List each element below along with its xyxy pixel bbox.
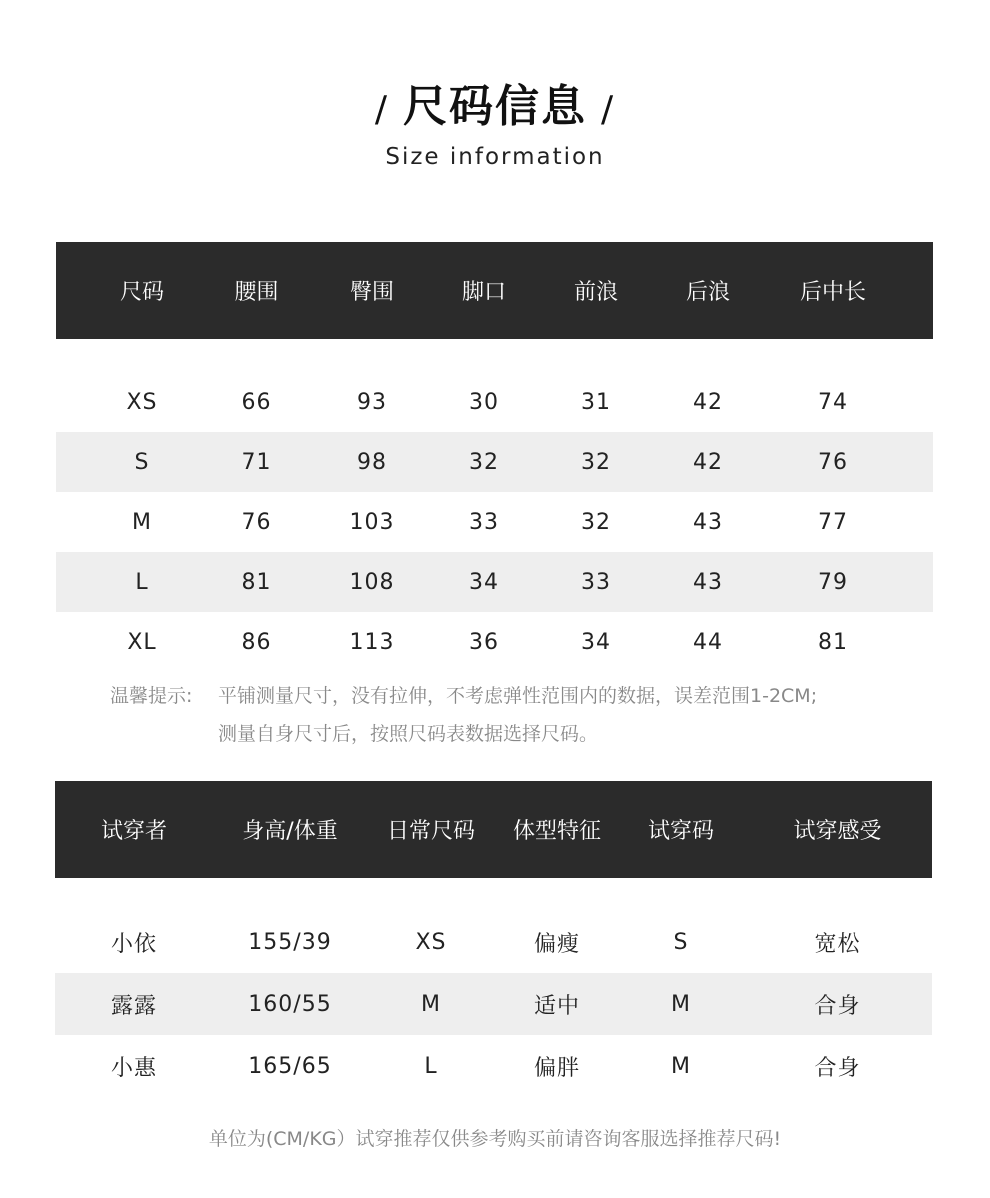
fit-feeling-col-header: 试穿感受 xyxy=(743,781,932,878)
table-cell: 32 xyxy=(459,432,509,492)
table-cell: 33 xyxy=(509,552,683,612)
table-cell: 113 xyxy=(349,629,395,655)
table-cell: 32 xyxy=(509,432,683,492)
table-row xyxy=(56,492,933,552)
try-on-table xyxy=(55,781,932,1097)
table-cell: 合身 xyxy=(743,973,932,1035)
table-cell: 32 xyxy=(581,509,611,535)
table-cell: L xyxy=(56,552,228,612)
daily-size-col-header: 日常尺码 xyxy=(367,781,495,878)
table-row xyxy=(56,552,933,612)
back-rise-col-header: 后浪 xyxy=(683,242,733,339)
table-cell: 小惠 xyxy=(110,1055,157,1081)
table-cell: 160/55 xyxy=(213,973,367,1035)
hip-col-header: 臀围 xyxy=(285,242,459,339)
title-slash-right: / xyxy=(601,89,616,130)
tried-size-col-header: 试穿码 xyxy=(619,781,743,878)
table-cell: M xyxy=(367,973,495,1035)
tester-col-header: 试穿者 xyxy=(55,781,213,878)
try-table-header xyxy=(55,781,932,878)
page-title xyxy=(0,70,990,134)
table-cell: 155/39 xyxy=(248,929,332,955)
table-row xyxy=(55,911,932,973)
table-cell: 34 xyxy=(581,629,611,655)
table-cell: 偏胖 xyxy=(533,1055,580,1081)
size-table xyxy=(56,242,933,672)
table-cell: 36 xyxy=(469,629,499,655)
table-cell: XS xyxy=(415,929,447,955)
table-cell: 44 xyxy=(693,629,723,655)
table-cell: 31 xyxy=(581,389,611,415)
title-slash-left: / xyxy=(374,89,389,130)
table-cell: 86 xyxy=(241,629,272,655)
table-cell: 98 xyxy=(285,432,459,492)
table-cell: M xyxy=(132,509,152,535)
table-cell: 30 xyxy=(469,389,499,415)
table-cell: 108 xyxy=(285,552,459,612)
table-cell: 93 xyxy=(357,389,387,415)
table-cell: 76 xyxy=(241,509,272,535)
waist-col-header: 腰围 xyxy=(228,242,285,339)
table-cell: M xyxy=(671,1053,691,1079)
table-cell: 宽松 xyxy=(814,931,861,957)
table-row xyxy=(55,973,932,1035)
table-spacer-cell xyxy=(55,878,932,911)
table-cell: 43 xyxy=(683,552,733,612)
measurement-note xyxy=(110,677,930,753)
page-title-text: 尺码信息 xyxy=(403,81,587,132)
footer-disclaimer: 单位为(CM/KG）试穿推荐仅供参考购买前请咨询客服选择推荐尺码! xyxy=(208,1128,782,1150)
table-cell: 77 xyxy=(818,509,848,535)
table-cell: 适中 xyxy=(495,973,619,1035)
table-row xyxy=(56,432,933,492)
height-weight-col-header: 身高/体重 xyxy=(213,781,367,878)
table-cell: 偏瘦 xyxy=(533,931,580,957)
table-cell: 103 xyxy=(349,509,395,535)
table-cell: 74 xyxy=(818,389,848,415)
size-table-header xyxy=(56,242,933,339)
table-spacer-cell xyxy=(56,339,933,372)
table-cell: S xyxy=(56,432,228,492)
note-line-1: 平铺测量尺寸，没有拉伸，不考虑弹性范围内的数据，误差范围1-2CM; xyxy=(218,685,818,707)
page-subtitle: Size information xyxy=(385,144,605,170)
table-spacer-row xyxy=(55,878,932,911)
table-cell: 33 xyxy=(469,509,499,535)
note-line-2: 测量自身尺寸后，按照尺码表数据选择尺码。 xyxy=(218,723,599,745)
table-cell: 79 xyxy=(733,552,933,612)
table-cell: XL xyxy=(127,629,157,655)
table-cell: 76 xyxy=(733,432,933,492)
size-col-header: 尺码 xyxy=(56,242,228,339)
table-cell: 露露 xyxy=(55,973,213,1035)
table-cell: 81 xyxy=(818,629,848,655)
table-row xyxy=(56,372,933,432)
table-cell: 71 xyxy=(228,432,285,492)
table-cell: 合身 xyxy=(814,1055,861,1081)
table-cell: 42 xyxy=(683,432,733,492)
front-rise-col-header: 前浪 xyxy=(509,242,683,339)
table-cell: 小依 xyxy=(110,931,157,957)
table-cell: M xyxy=(619,973,743,1035)
table-cell: 81 xyxy=(228,552,285,612)
table-cell: L xyxy=(424,1053,438,1079)
table-cell: 66 xyxy=(241,389,272,415)
table-cell: S xyxy=(673,929,689,955)
table-cell: 42 xyxy=(693,389,723,415)
table-row xyxy=(56,612,933,672)
table-spacer-row xyxy=(56,339,933,372)
hem-col-header: 脚口 xyxy=(459,242,509,339)
table-cell: 43 xyxy=(693,509,723,535)
length-col-header: 后中长 xyxy=(733,242,933,339)
table-cell: 34 xyxy=(459,552,509,612)
body-type-col-header: 体型特征 xyxy=(495,781,619,878)
table-cell: 165/65 xyxy=(248,1053,332,1079)
table-row xyxy=(55,1035,932,1097)
table-cell: XS xyxy=(126,389,158,415)
note-label: 温馨提示: xyxy=(110,685,193,707)
